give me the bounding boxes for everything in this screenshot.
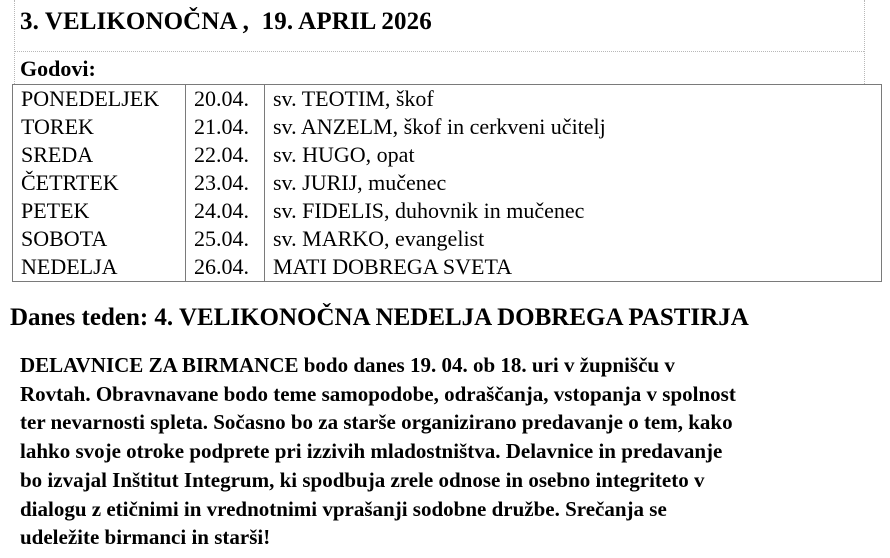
announcement-line: lahko svoje otroke podprete pri izzivih mladostništva. Delavnice in predavanje — [20, 439, 723, 464]
announcement-line: udeležite birmanci in starši! — [20, 525, 271, 550]
feast-date: 26.04. — [186, 253, 265, 282]
feast-saint: sv. HUGO, opat — [265, 141, 882, 169]
feast-day: ČETRTEK — [13, 169, 186, 197]
frame-line-top — [14, 51, 864, 52]
table-row — [13, 253, 882, 282]
feast-saint: sv. MARKO, evangelist — [265, 225, 882, 253]
feast-day: NEDELJA — [13, 253, 186, 282]
feast-day: PETEK — [13, 197, 186, 225]
frame-line-right — [864, 0, 865, 84]
feast-day: SREDA — [13, 141, 186, 169]
feast-saint: MATI DOBREGA SVETA — [265, 253, 882, 282]
feast-date: 20.04. — [186, 85, 265, 114]
feast-date: 25.04. — [186, 225, 265, 253]
feast-day: PONEDELJEK — [13, 85, 186, 114]
feast-date: 22.04. — [186, 141, 265, 169]
table-row — [13, 141, 882, 169]
feast-day: TOREK — [13, 113, 186, 141]
feasts-label: Godovi: — [20, 56, 96, 81]
announcement-line: Rovtah. Obravnavane bodo teme samopodobe, odraščanja, vstopanja v spolnost — [20, 381, 736, 406]
table-row — [13, 113, 882, 141]
table-row — [13, 85, 882, 114]
frame-line-left — [14, 0, 15, 84]
announcement-line: dialogu z etičnimi in vrednotnimi vprašanji sodobne družbe. Srečanja se — [20, 496, 667, 521]
section-title: Danes teden: 4. VELIKONOČNA NEDELJA DOBREGA PASTIRJA — [10, 304, 749, 331]
feasts-table — [12, 84, 882, 282]
announcement-line: DELAVNICE ZA BIRMANCE bodo danes 19. 04. ob 18. uri v župnišču v — [20, 353, 675, 377]
feast-saint: sv. FIDELIS, duhovnik in mučenec — [265, 197, 882, 225]
page-heading: 3. VELIKONOČNA , 19. APRIL 2026 — [20, 8, 432, 35]
announcement-line: bo izvajal Inštitut Integrum, ki spodbuja zrele odnose in osebno integriteto v — [20, 467, 705, 492]
feast-saint: sv. TEOTIM, škof — [265, 85, 882, 114]
table-row — [13, 225, 882, 253]
feast-date: 23.04. — [186, 169, 265, 197]
announcement-paragraph — [20, 351, 850, 552]
table-row — [13, 169, 882, 197]
table-row — [13, 197, 882, 225]
feast-saint: sv. ANZELM, škof in cerkveni učitelj — [265, 113, 882, 141]
feast-date: 21.04. — [186, 113, 265, 141]
feast-day: SOBOTA — [13, 225, 186, 253]
announcement-line: ter nevarnosti spleta. Sočasno bo za starše organizirano predavanje o tem, kako — [20, 410, 733, 435]
feast-date: 24.04. — [186, 197, 265, 225]
feast-saint: sv. JURIJ, mučenec — [265, 169, 882, 197]
